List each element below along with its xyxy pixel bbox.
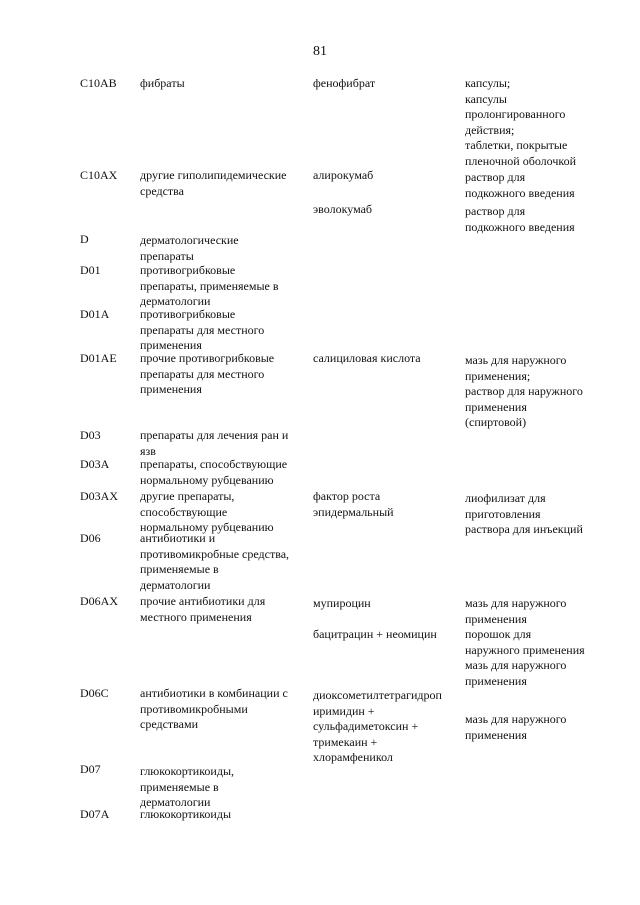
dosage-form: мазь для наружного применения; раствор для наружного применения (спиртовой) [465,353,583,429]
atc-code: D07A [80,807,110,821]
atc-code: D06C [80,686,109,700]
drug-name: алирокумаб [313,168,374,182]
atc-code: D03 [80,428,101,442]
atc-code: D [80,232,89,246]
anatomical-therapeutic-group: прочие антибиотики для местного применения [140,594,266,624]
atc-code: D01AE [80,351,117,365]
anatomical-therapeutic-group: фибраты [140,76,185,90]
anatomical-therapeutic-group: препараты для лечения ран и язв [140,428,289,458]
anatomical-therapeutic-group: антибиотики и противомикробные средства, применяемые в дерматологии [140,531,290,592]
atc-code: D06 [80,531,101,545]
dosage-form: порошок для наружного применения [465,627,585,657]
drug-name: салициловая кислота [313,351,421,365]
drug-name: фактор роста эпидермальный [313,489,394,519]
dosage-form: мазь для наружного применения [465,658,567,688]
atc-code: D01 [80,263,101,277]
anatomical-therapeutic-group: другие препараты, способствующие нормальному рубцеванию [140,489,274,534]
dosage-form: раствор для подкожного введения [465,170,575,200]
anatomical-therapeutic-group: другие гиполипидемические средства [140,168,287,198]
anatomical-therapeutic-group: дерматологические препараты [140,233,239,263]
atc-code: C10AX [80,168,118,182]
atc-code: D07 [80,762,101,776]
anatomical-therapeutic-group: противогрибковые препараты для местного применения [140,307,265,352]
dosage-form: капсулы; капсулы пролонгированного действия; таблетки, покрытые пленочной оболочкой [465,76,577,168]
atc-code: C10AB [80,76,117,90]
drug-name: бацитрацин + неомицин [313,627,437,641]
dosage-form: лиофилизат для приготовления раствора для инъекций [465,491,583,536]
anatomical-therapeutic-group: глюкокортикоиды [140,807,232,821]
drug-name: фенофибрат [313,76,376,90]
anatomical-therapeutic-group: противогрибковые препараты, применяемые в дерматологии [140,263,279,308]
atc-code: D01A [80,307,110,321]
anatomical-therapeutic-group: прочие противогрибковые препараты для местного применения [140,351,275,396]
drug-name: эволокумаб [313,202,373,216]
dosage-form: мазь для наружного применения [465,596,567,626]
dosage-form: мазь для наружного применения [465,712,567,742]
anatomical-therapeutic-group: антибиотики в комбинации с противомикробными средствами [140,686,288,731]
drug-name: диоксометилтетрагидроп иримидин + сульфадиметоксин + тримекаин + хлорамфеникол [313,688,442,764]
atc-code: D03AX [80,489,118,503]
atc-code: D03A [80,457,110,471]
page-number: 81 [313,44,327,59]
atc-code: D06AX [80,594,118,608]
drug-name: мупироцин [313,596,371,610]
dosage-form: раствор для подкожного введения [465,204,575,234]
anatomical-therapeutic-group: препараты, способствующие нормальному рубцеванию [140,457,288,487]
anatomical-therapeutic-group: глюкокортикоиды, применяемые в дерматологии [140,764,235,809]
